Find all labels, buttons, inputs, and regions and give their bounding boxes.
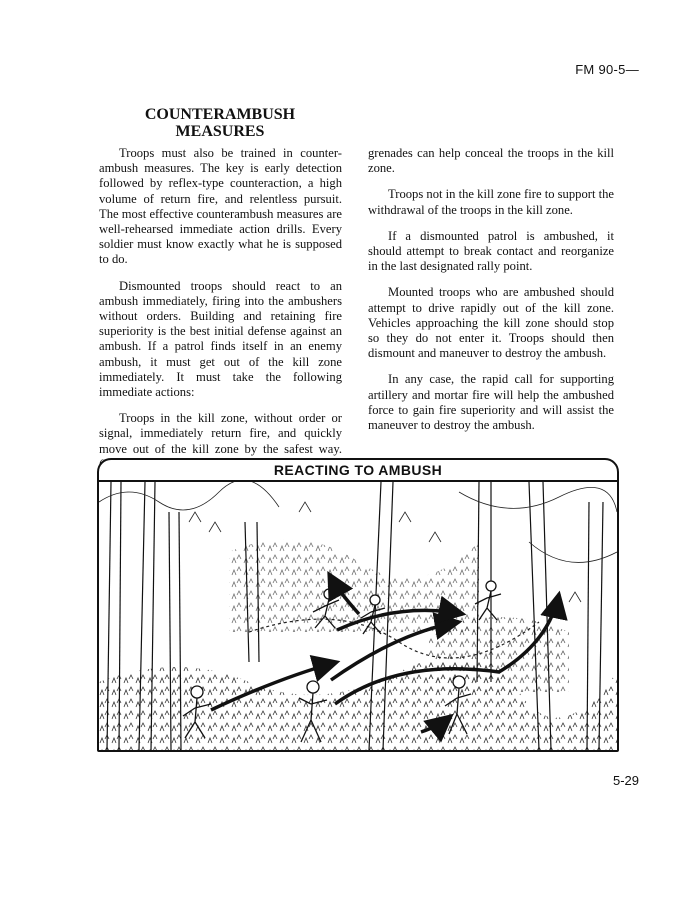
undergrowth — [99, 539, 617, 750]
paragraph: Mounted troops who are ambushed should attempt to drive rapidly out of the kill zone. Vehicles approaching the kill zone should stop so they do not enter it. Troops should then dismount and maneuver to destroy the ambush. — [368, 285, 614, 361]
left-column — [99, 146, 342, 498]
figure-title: REACTING TO AMBUSH — [99, 460, 617, 482]
section-title-line-2: MEASURES — [175, 123, 265, 140]
manual-code: FM 90-5— — [575, 62, 639, 77]
paragraph: Dismounted troops should react to an ambush immediately, firing into the ambushers without orders. Building and retaining fire superiority is the best initial defense against an ambush. If a patrol finds itself in an enemy ambush, it must get out of the kill zone immediately. It must take the following immediate actions: — [99, 278, 342, 400]
paragraph: grenades can help conceal the troops in the kill zone. — [368, 146, 614, 176]
ambush-illustration — [99, 482, 617, 750]
paragraph: Troops in the kill zone, without order or signal, immediately return fire, and quickly move out of the kill zone by the safest way. — [99, 411, 342, 456]
figure-reacting-to-ambush — [97, 458, 619, 752]
right-column — [368, 146, 614, 444]
paragraph: Troops must also be trained in counter-ambush measures. The key is early detection followed by reflex-type counteraction, a high volume of return fire, and relentless pursuit. The most effective counterambush measures are well-rehearsed immediate action drills. Every soldier must know exactly what he is supposed to do. — [99, 146, 342, 267]
section-title — [100, 106, 340, 140]
paragraph: Troops not in the kill zone fire to support the withdrawal of the troops in the kill zone. — [368, 187, 614, 217]
paragraph: If a dismounted patrol is ambushed, it should attempt to break contact and reorganize in the last designated rally point. — [368, 228, 614, 274]
section-title-line-1: COUNTERAMBUSH — [144, 106, 296, 123]
paragraph: In any case, the rapid call for supporting artillery and mortar fire will help the ambushed force to gain fire superiority and will assist the maneuver to destroy the ambush. — [368, 372, 614, 433]
page-number: 5-29 — [612, 773, 639, 788]
